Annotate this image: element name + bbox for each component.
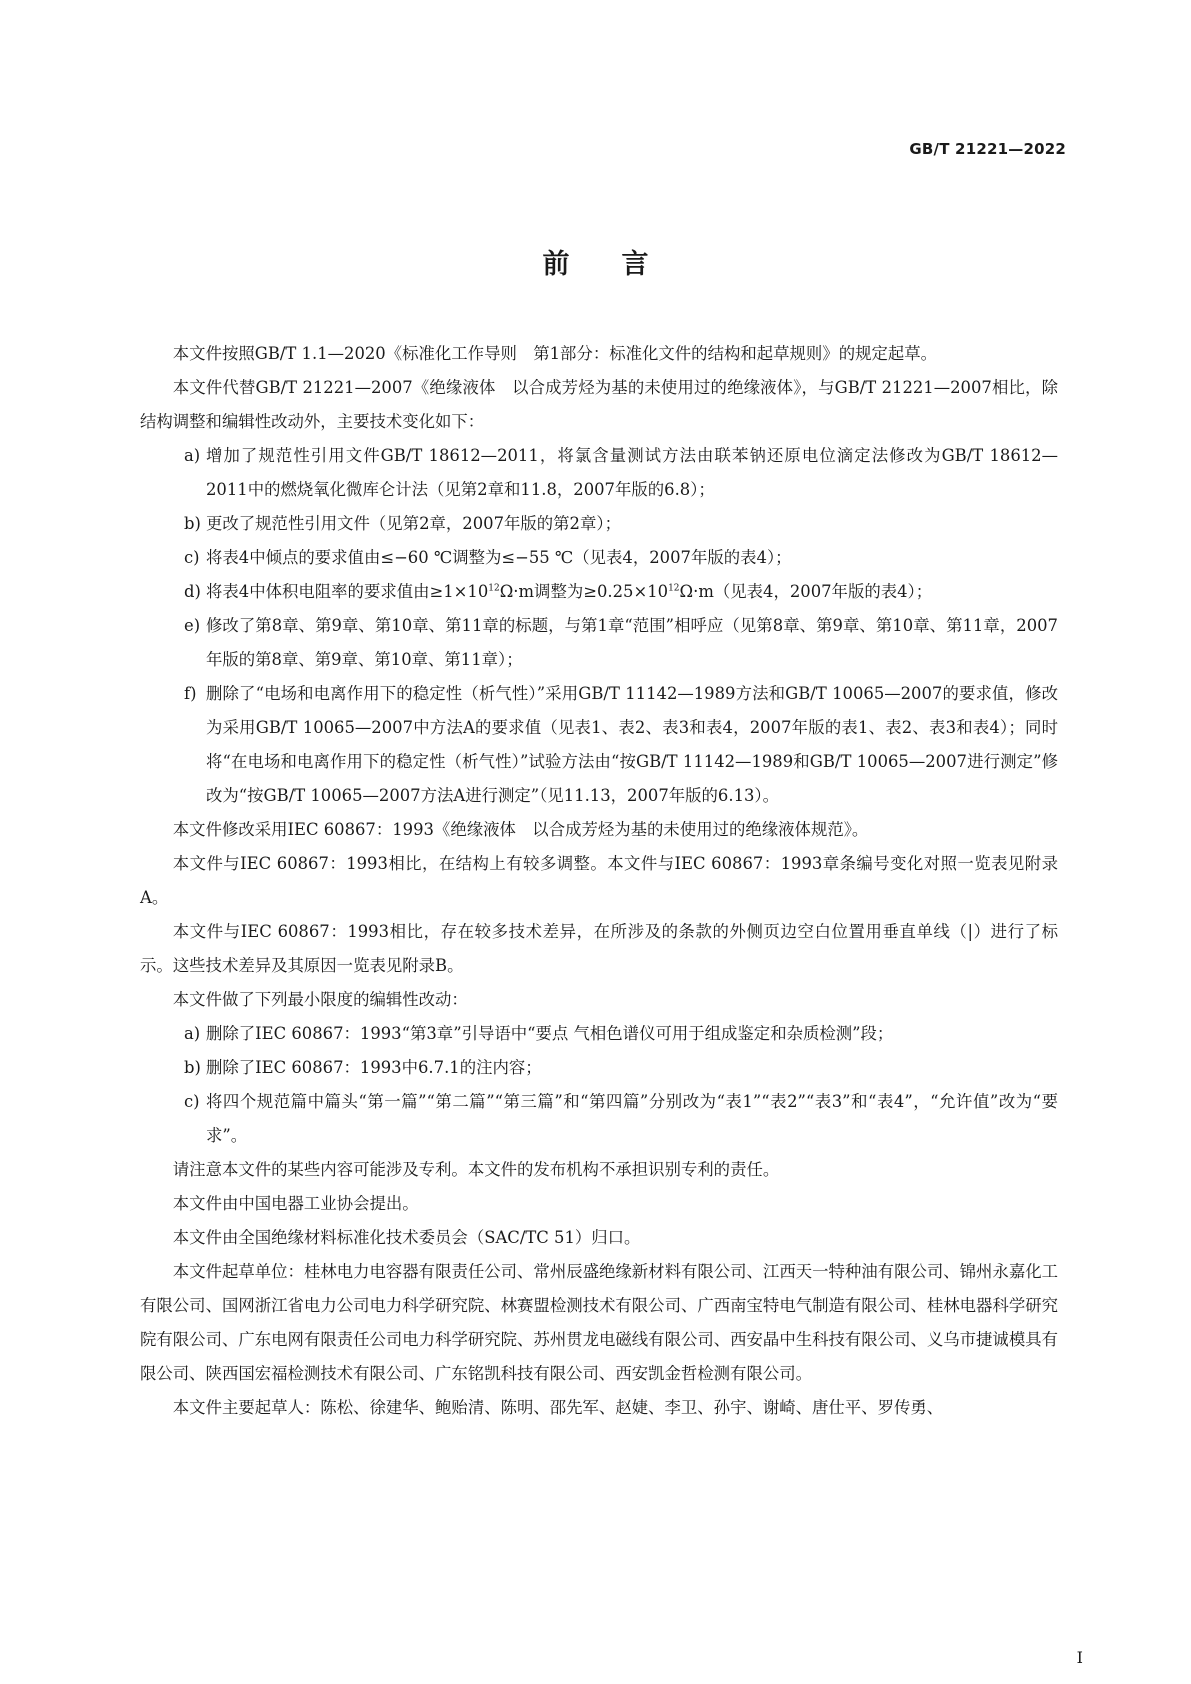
iec-paragraph-4: 本文件做了下列最小限度的编辑性改动： [172, 990, 468, 1009]
change-item-d [140, 575, 1058, 609]
change-item-a [140, 439, 1058, 507]
edit-item-a [140, 1017, 1058, 1051]
change-item-label: b) [184, 514, 201, 533]
exponent: 12 [668, 583, 680, 594]
title-char-1: 前 [542, 249, 570, 280]
foreword-body [140, 337, 1058, 1425]
change-item-label: f) [184, 684, 197, 703]
change-item-f [140, 677, 1058, 813]
change-item-text: 删除了“电场和电离作用下的稳定性（析气性）”采用GB/T 11142—1989方法和GB/T 10065—2007的要求值，修改为采用GB/T 10065—2007中方法A的要求值（见表1、表2、表3和表4，2007年版的表1、表2、表3和表4）；同时将“在电场和电离作用下的稳定性（析气性）”试验方法由“按GB/T 11142—1989和GB/T 10065—2007进行测定”修改为“按GB/T 10065—2007方法A进行测定”（见11.13，2007年版的6.13）。 [206, 684, 1058, 805]
edit-item-label: a) [184, 1024, 201, 1043]
intro-paragraph-1: 本文件按照GB/T 1.1—2020《标准化工作导则 第1部分：标准化文件的结构和起草规则》的规定起草。 [172, 344, 938, 363]
change-item-text: 更改了规范性引用文件（见第2章，2007年版的第2章）； [206, 514, 621, 533]
page-number: I [1076, 1648, 1083, 1667]
edit-item-text: 删除了IEC 60867：1993中6.7.1的注内容； [206, 1058, 542, 1077]
iec-paragraph-1: 本文件修改采用IEC 60867：1993《绝缘液体 以合成芳烃为基的未使用过的绝缘液体规范》。 [172, 820, 869, 839]
iec-paragraph-2: 本文件与IEC 60867：1993相比，在结构上有较多调整。本文件与IEC 60867：1993章条编号变化对照一览表见附录A。 [140, 854, 1058, 907]
change-item-text-a: 将表4中体积电阻率的要求值由≥1×10 [206, 582, 489, 601]
exponent: 12 [488, 583, 500, 594]
change-item-label: c) [184, 548, 200, 567]
title-char-2: 言 [621, 249, 649, 280]
technical-committee-paragraph: 本文件由全国绝缘材料标准化技术委员会（SAC/TC 51）归口。 [172, 1228, 641, 1247]
standard-code: GB/T 21221—2022 [909, 140, 1066, 158]
edit-item-label: b) [184, 1058, 201, 1077]
change-item-c [140, 541, 1058, 575]
change-item-text-c: Ω·m（见表4，2007年版的表4）； [679, 582, 933, 601]
change-item-text-b: Ω·m调整为≥0.25×10 [499, 582, 669, 601]
change-item-text: 增加了规范性引用文件GB/T 18612—2011，将氯含量测试方法由联苯钠还原电位滴定法修改为GB/T 18612—2011中的燃烧氧化微库仑计法（见第2章和11.8，2007年版的6.8）； [206, 446, 1058, 499]
page-title [0, 242, 1191, 281]
change-item-b [140, 507, 1058, 541]
drafters-paragraph: 本文件主要起草人：陈松、徐建华、鲍贻清、陈明、邵先军、赵婕、李卫、孙宇、谢崎、唐仕平、罗传勇、 [172, 1398, 944, 1417]
proposer-paragraph: 本文件由中国电器工业协会提出。 [172, 1194, 419, 1213]
edit-item-text: 删除了IEC 60867：1993“第3章”引导语中“要点 气相色谱仪可用于组成鉴定和杂质检测”段； [206, 1024, 894, 1043]
change-item-text: 将表4中倾点的要求值由≤−60 ℃调整为≤−55 ℃（见表4，2007年版的表4）； [206, 548, 792, 567]
change-item-text: 修改了第8章、第9章、第10章、第11章的标题，与第1章“范围”相呼应（见第8章、第9章、第10章、第11章，2007年版的第8章、第9章、第10章、第11章）； [206, 616, 1058, 669]
change-item-e [140, 609, 1058, 677]
edit-item-label: c) [184, 1092, 200, 1111]
patent-paragraph: 请注意本文件的某些内容可能涉及专利。本文件的发布机构不承担识别专利的责任。 [172, 1160, 780, 1179]
iec-paragraph-3: 本文件与IEC 60867：1993相比，存在较多技术差异，在所涉及的条款的外侧页边空白位置用垂直单线（|）进行了标示。这些技术差异及其原因一览表见附录B。 [140, 922, 1058, 975]
edit-item-text: 将四个规范篇中篇头“第一篇”“第二篇”“第三篇”和“第四篇”分别改为“表1”“表2”“表3”和“表4”，“允许值”改为“要求”。 [206, 1092, 1058, 1145]
edit-item-c [140, 1085, 1058, 1153]
drafting-units-paragraph: 本文件起草单位：桂林电力电容器有限责任公司、常州辰盛绝缘新材料有限公司、江西天一特种油有限公司、锦州永嘉化工有限公司、国网浙江省电力公司电力科学研究院、林赛盟检测技术有限公司、广西南宝特电气制造有限公司、桂林电器科学研究院有限公司、广东电网有限责任公司电力科学研究院、苏州贯龙电磁线有限公司、西安晶中生科技有限公司、义乌市捷诚模具有限公司、陕西国宏福检测技术有限公司、广东铭凯科技有限公司、西安凯金哲检测有限公司。 [140, 1262, 1058, 1383]
intro-paragraph-2: 本文件代替GB/T 21221—2007《绝缘液体 以合成芳烃为基的未使用过的绝缘液体》，与GB/T 21221—2007相比，除结构调整和编辑性改动外，主要技术变化如下： [140, 378, 1058, 431]
change-item-label: a) [184, 446, 201, 465]
change-item-label: e) [184, 616, 201, 635]
change-item-label: d) [184, 582, 201, 601]
edit-item-b [140, 1051, 1058, 1085]
